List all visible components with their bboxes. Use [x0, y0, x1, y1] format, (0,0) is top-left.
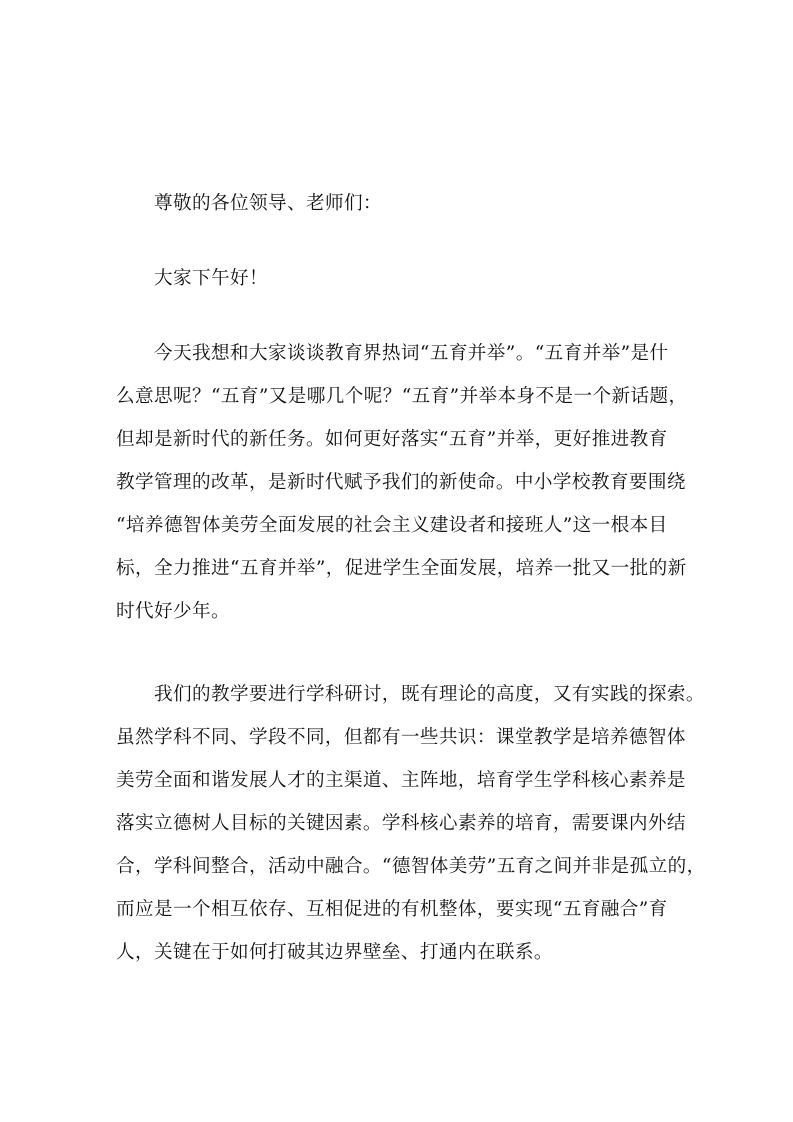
spacer	[116, 225, 680, 257]
paragraph-1	[116, 332, 688, 633]
paragraph-line: 我们的教学要进行学科研讨，既有理论的高度，又有实践的探索。	[154, 684, 705, 705]
paragraph-line: 而应是一个相互依存、互相促进的有机整体，要实现“五育融合”育	[116, 899, 668, 920]
document-page	[116, 182, 706, 974]
paragraph-line: 标，全力推进“五育并举”，促进学生全面发展，培养一批又一批的新	[116, 558, 687, 579]
salutation: 尊敬的各位领导、老师们：	[154, 193, 382, 214]
paragraph-line: 但却是新时代的新任务。如何更好落实“五育”并举，更好推进教育	[116, 429, 668, 450]
paragraph-line: 时代好少年。	[116, 601, 230, 622]
paragraph-line: 么意思呢？“五育”又是哪几个呢？“五育”并举本身不是一个新话题，	[116, 386, 688, 407]
paragraph-line: 教学管理的改革，是新时代赋予我们的新使命。中小学校教育要围绕	[116, 472, 686, 493]
paragraph-line: 落实立德树人目标的关键因素。学科核心素养的培育，需要课内外结	[116, 813, 686, 834]
paragraph-2	[116, 673, 706, 974]
paragraph-line: 合，学科间整合，活动中融合。“德智体美劳”五育之间并非是孤立的，	[116, 856, 706, 877]
paragraph-line: 美劳全面和谐发展人才的主渠道、主阵地，培育学生学科核心素养是	[116, 770, 686, 791]
paragraph-line: 虽然学科不同、学段不同，但都有一些共识：课堂教学是培养德智体	[116, 727, 686, 748]
paragraph-line: “培养德智体美劳全面发展的社会主义建设者和接班人”这一根本目	[116, 515, 668, 536]
greeting: 大家下午好！	[154, 268, 268, 289]
spacer	[116, 300, 680, 332]
paragraph-line: 今天我想和大家谈谈教育界热词“五育并举”。“五育并举”是什	[154, 343, 669, 364]
spacer	[116, 633, 680, 673]
paragraph-line: 人，关键在于如何打破其边界壁垒、打通内在联系。	[116, 942, 553, 963]
